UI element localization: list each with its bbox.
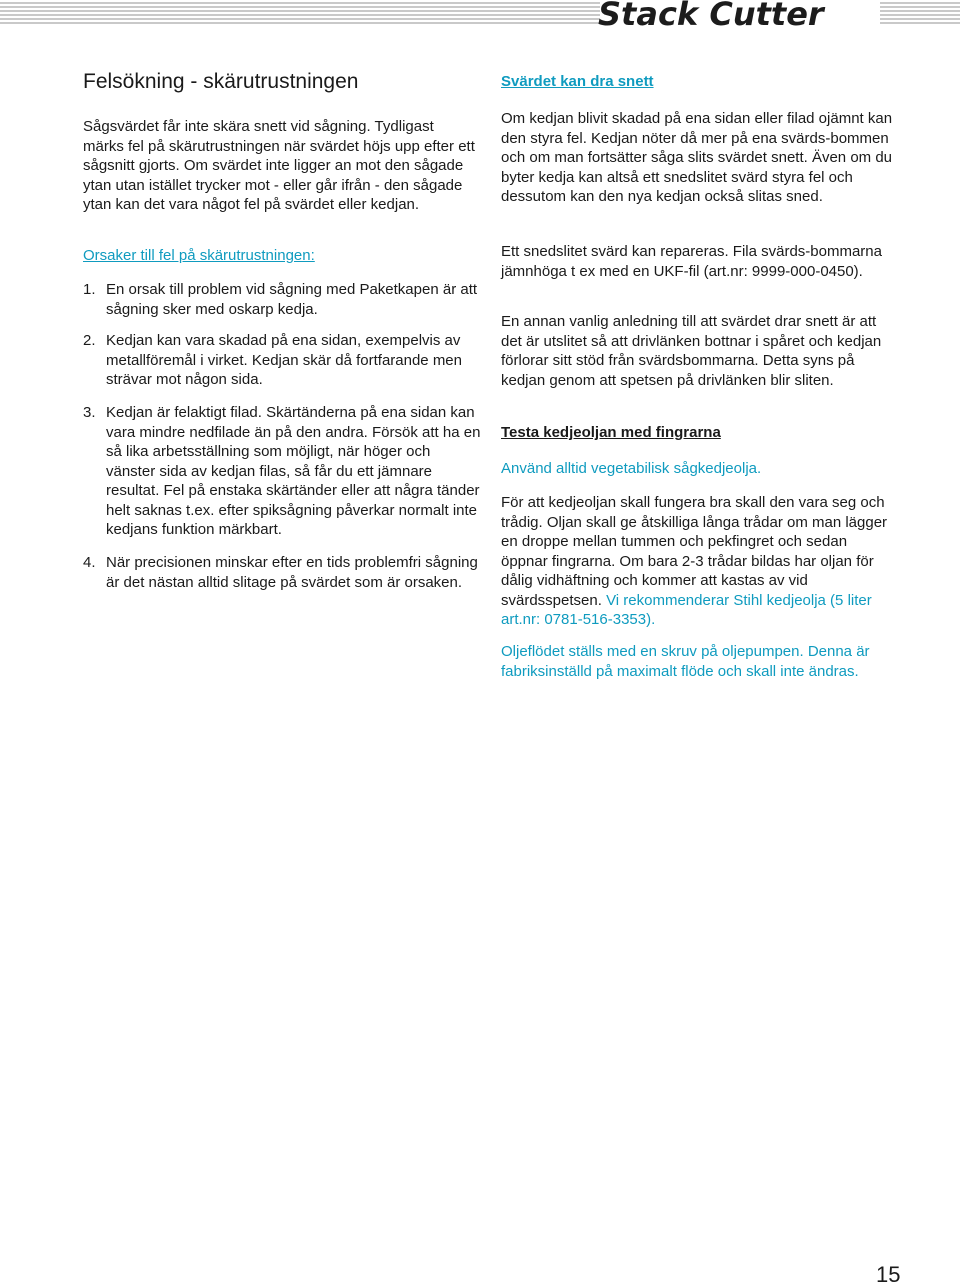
list-item bbox=[83, 280, 483, 319]
page-number: 15 bbox=[876, 1262, 901, 1287]
paragraph-svardet-2: Ett snedslitet svärd kan repareras. Fila svärds-bommarna jämnhöga t ex med en UKF-fil (art.nr: 9999-000-0450). bbox=[501, 243, 882, 280]
page-title: Felsökning - skärutrustningen bbox=[83, 70, 359, 93]
list-item-number: 2. bbox=[83, 332, 96, 349]
causes-heading: Orsaker till fel på skärutrustningen: bbox=[83, 247, 315, 264]
list-item-text: En orsak till problem vid sågning med Paketkapen är att sågning sker med oskarp kedja. bbox=[106, 281, 478, 318]
list-item-number: 1. bbox=[83, 281, 96, 298]
list-item-number: 3. bbox=[83, 404, 96, 421]
section-heading-kedjeolja: Testa kedjeoljan med fingrarna bbox=[501, 424, 721, 441]
section-heading-svardet: Svärdet kan dra snett bbox=[501, 73, 654, 90]
intro-paragraph: Sågsvärdet får inte skära snett vid sågning. Tydligast märks fel på skärutrustningen när svärdet höjs upp efter ett sågsnitt gjorts. Om svärdet inte ligger an mot den sågade ytan utan istället trycker mot - eller går ifrån - den sågade ytan kan det vara något fel på svärdet eller kedjan. bbox=[83, 118, 475, 213]
list-item-text: När precisionen minskar efter en tids problemfri sågning är det nästan alltid slitage på svärdet som är orsaken. bbox=[106, 554, 478, 591]
paragraph-svardet-3: En annan vanlig anledning till att svärdet drar snett är att det är utslitet så att drivlänken bottnar i spåret och kedjan förlorar sitt stöd från svärdsbommarna. Detta syns på kedjan genom att spetsen på drivlänken blir sliten. bbox=[501, 313, 882, 389]
list-item bbox=[83, 331, 483, 390]
header-decorative-lines-right bbox=[880, 2, 960, 26]
header-decorative-lines bbox=[0, 2, 600, 26]
paragraph-kedjeolja-text: För att kedjeoljan skall fungera bra skall den vara seg och trådig. Oljan skall ge åtskilliga långa trådar om man lägger en droppe mellan tummen och pekfingret och sedan öppnar fingrarna. Om bara 2-3 trådar bildas har oljan för dålig vidhäftning och kommer att kastas av vid svärdsspetsen. bbox=[501, 494, 888, 609]
list-item-number: 4. bbox=[83, 554, 96, 571]
list-item bbox=[83, 553, 483, 592]
accent-note-vegetabilisk: Använd alltid vegetabilisk sågkedjeolja. bbox=[501, 460, 762, 477]
page-header bbox=[0, 0, 960, 34]
list-item bbox=[83, 403, 483, 540]
paragraph-svardet-1: Om kedjan blivit skadad på ena sidan eller filad ojämnt kan den styra fel. Kedjan nöter då mer på ena svärds-bommen och om man fortsätter såga slits svärdet snett. Även om du byter kedja kan altså ett snedslitet svärd styra fel och dessutom kan den nya kedjan också slitas sned. bbox=[501, 110, 893, 205]
list-item-text: Kedjan kan vara skadad på ena sidan, exempelvis av metallföremål i virket. Kedjan skär då fortfarande men strävar mot någon sida. bbox=[106, 332, 462, 388]
paragraph-kedjeolja bbox=[501, 493, 896, 630]
list-item-text: Kedjan är felaktigt filad. Skärtänderna på ena sidan kan vara mindre nedfilade än på den andra. Försök att ha en så lika arbetsställning som möjligt, när höger och vänster sida av kedjan filas, så får du ett jämnare resultat. Fel på enstaka skärtänder eller att några tänder helt saknas t.ex. efter spiksågning påverkar normalt inte kedjans funktion märkbart. bbox=[106, 404, 481, 538]
paragraph-kedjeolja-recommendation: Vi rekommenderar Stihl kedjeolja (5 liter art.nr: 0781-516-3353). bbox=[501, 591, 872, 628]
accent-note-oljeflode: Oljeflödet ställs med en skruv på oljepumpen. Denna är fabriksinställd på maximalt flöde och skall inte ändras. bbox=[501, 643, 870, 680]
stack-cutter-logo: Stack Cutter bbox=[598, 0, 824, 33]
